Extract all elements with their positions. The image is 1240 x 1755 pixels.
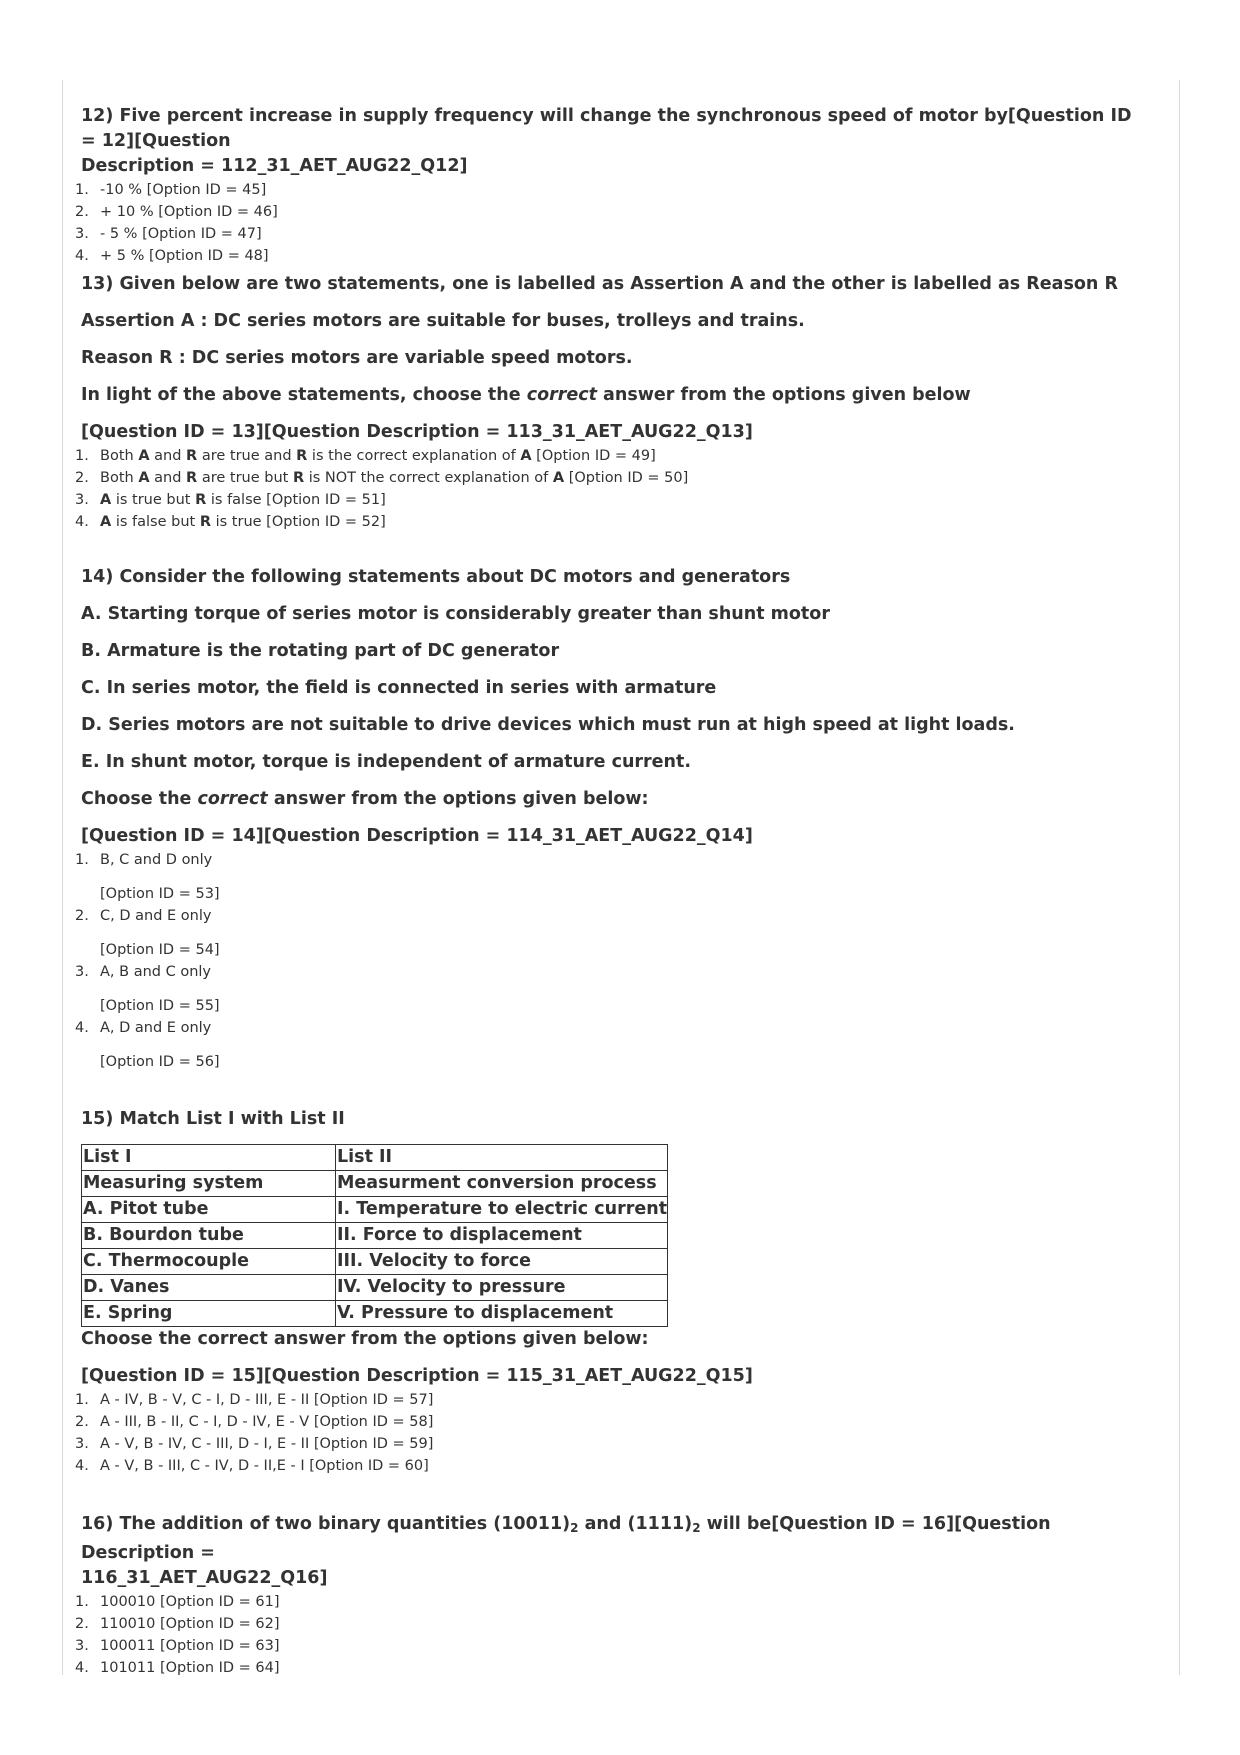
question-14-options	[76, 849, 1146, 1073]
statement-a: A. Starting torque of series motor is considerably greater than shunt motor	[81, 604, 830, 624]
table-row: D. Vanes IV. Velocity to pressure	[82, 1275, 668, 1301]
option[interactable]: 4. A - V, B - III, C - IV, D - II,E - I [Option ID = 60]	[75, 1458, 429, 1474]
question-14-instruction: Choose the correct answer from the options given below:	[81, 789, 649, 809]
question-13-instruction: In light of the above statements, choose the correct answer from the options given below	[81, 385, 971, 405]
option[interactable]: 1. -10 % [Option ID = 45]	[75, 182, 267, 198]
statement-b: B. Armature is the rotating part of DC generator	[81, 641, 560, 661]
question-13	[75, 272, 1151, 533]
question-16	[75, 1512, 1151, 1679]
question-14-stem: 14) Consider the following statements about DC motors and generators	[81, 567, 791, 587]
statement-d: D. Series motors are not suitable to drive devices which must run at high speed at light loads.	[81, 715, 1015, 735]
question-16-options	[76, 1591, 1146, 1679]
table-row: Measuring system Measurment conversion process	[82, 1171, 668, 1197]
question-15-id: [Question ID = 15][Question Description = 115_31_AET_AUG22_Q15]	[81, 1366, 753, 1386]
table-row: B. Bourdon tube II. Force to displacement	[82, 1223, 668, 1249]
question-13-options	[76, 445, 1146, 533]
match-table	[81, 1144, 668, 1327]
option[interactable]: 4. A, D and E only [Option ID = 56]	[75, 1020, 220, 1070]
table-row: C. Thermocouple III. Velocity to force	[82, 1249, 668, 1275]
option[interactable]: 2. C, D and E only [Option ID = 54]	[75, 908, 220, 958]
option[interactable]: 3. 100011 [Option ID = 63]	[75, 1638, 280, 1654]
question-15-instruction: Choose the correct answer from the options given below:	[81, 1329, 649, 1349]
option[interactable]: 1. B, C and D only [Option ID = 53]	[75, 852, 220, 902]
option[interactable]: 2. Both A and R are true but R is NOT the correct explanation of A [Option ID = 50]	[75, 470, 689, 486]
question-16-stem: 16) The addition of two binary quantities $(10011)_2$ and $(1111)_2$ will be[Question ID = 16][Question Description = 116_31_AET_AUG22_Q16]	[81, 1514, 1051, 1588]
option[interactable]: 2. A - III, B - II, C - I, D - IV, E - V [Option ID = 58]	[75, 1414, 434, 1430]
question-13-stem: 13) Given below are two statements, one is labelled as Assertion A and the other is labelled as Reason R	[81, 274, 1118, 294]
assertion: Assertion A : DC series motors are suitable for buses, trolleys and trains.	[81, 311, 805, 331]
option[interactable]: 4. A is false but R is true [Option ID = 52]	[75, 514, 386, 530]
question-12-options	[76, 179, 1146, 267]
table-row: List I List II	[82, 1145, 668, 1171]
question-15-stem: 15) Match List I with List II	[81, 1109, 345, 1129]
table-row: E. Spring V. Pressure to displacement	[82, 1301, 668, 1327]
option[interactable]: 3. - 5 % [Option ID = 47]	[75, 226, 262, 242]
statement-e: E. In shunt motor, torque is independent of armature current.	[81, 752, 692, 772]
question-14-id: [Question ID = 14][Question Description = 114_31_AET_AUG22_Q14]	[81, 826, 753, 846]
question-14	[75, 565, 1151, 1073]
option[interactable]: 3. A is true but R is false [Option ID = 51]	[75, 492, 386, 508]
option[interactable]: 3. A - V, B - IV, C - III, D - I, E - II [Option ID = 59]	[75, 1436, 434, 1452]
option[interactable]: 4. + 5 % [Option ID = 48]	[75, 248, 269, 264]
question-12-stem: 12) Five percent increase in supply frequency will change the synchronous speed of motor by[Question ID = 12][Question Description = 112_31_AET_AUG22_Q12]	[81, 106, 1132, 176]
reason: Reason R : DC series motors are variable speed motors.	[81, 348, 633, 368]
question-12	[75, 104, 1151, 267]
option[interactable]: 1. A - IV, B - V, C - I, D - III, E - II [Option ID = 57]	[75, 1392, 434, 1408]
option[interactable]: 3. A, B and C only [Option ID = 55]	[75, 964, 220, 1014]
table-row: A. Pitot tube I. Temperature to electric current	[82, 1197, 668, 1223]
option[interactable]: 1. 100010 [Option ID = 61]	[75, 1594, 280, 1610]
option[interactable]: 1. Both A and R are true and R is the correct explanation of A [Option ID = 49]	[75, 448, 656, 464]
option[interactable]: 4. 101011 [Option ID = 64]	[75, 1660, 280, 1676]
statement-c: C. In series motor, the field is connected in series with armature	[81, 678, 717, 698]
question-15-options	[76, 1389, 1146, 1477]
option[interactable]: 2. 110010 [Option ID = 62]	[75, 1616, 280, 1632]
option[interactable]: 2. + 10 % [Option ID = 46]	[75, 204, 278, 220]
question-15	[75, 1107, 1151, 1477]
question-13-id: [Question ID = 13][Question Description = 113_31_AET_AUG22_Q13]	[81, 422, 753, 442]
